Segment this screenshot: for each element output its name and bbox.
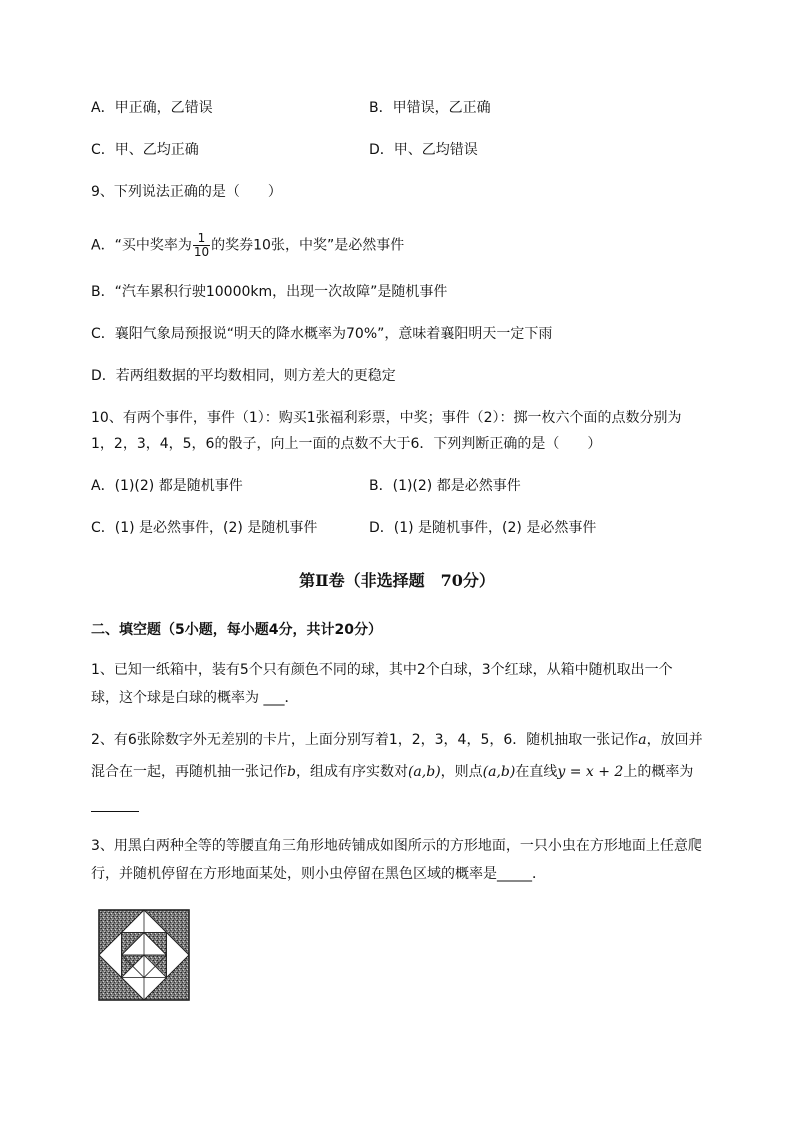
- q10-option-b: B．(1)(2) 都是必然事件: [369, 478, 521, 494]
- q9-option-a-suffix: 的奖券10张，中奖”是必然事件: [211, 237, 405, 254]
- f1-line2: 球，这个球是白球的概率为 ___．: [91, 690, 299, 706]
- f2-line2-suffix: 上的概率为: [623, 764, 694, 780]
- f2-line2: [91, 762, 693, 782]
- q9-stem: 9、下列说法正确的是（ ）: [91, 184, 282, 200]
- q10-option-a: A．(1)(2) 都是随机事件: [91, 478, 243, 494]
- q9-option-a: [91, 232, 404, 259]
- point: (a,b): [482, 764, 516, 780]
- var-a: a: [638, 732, 647, 748]
- f2-line2-mid3: 在直线: [515, 764, 558, 780]
- q10-option-d: D．(1) 是随机事件，(2) 是必然事件: [369, 520, 597, 536]
- f2-line2-mid2: ，则点: [440, 764, 483, 780]
- q8-option-d: D．甲、乙均错误: [369, 142, 478, 158]
- tile-figure: [97, 908, 191, 1002]
- fraction: [193, 232, 210, 259]
- fraction-numerator: 1: [193, 232, 210, 246]
- part-heading: 二、填空题（5小题，每小题4分，共计20分）: [91, 622, 382, 638]
- q10-stem-line2: 1，2，3，4，5，6的骰子，向上一面的点数不大于6．下列判断正确的是（ ）: [91, 436, 602, 452]
- answer-blank: [91, 811, 139, 812]
- q9-option-a-prefix: A．“买中奖率为: [91, 237, 192, 254]
- q9-option-b: B．“汽车累积行驶10000km，出现一次故障”是随机事件: [91, 284, 448, 300]
- f2-line1-prefix: 2、有6张除数字外无差别的卡片，上面分别写着1，2，3，4，5，6．随机抽取一张记作: [91, 732, 639, 748]
- q9-option-c: C．襄阳气象局预报说“明天的降水概率为70%”，意味着襄阳明天一定下雨: [91, 326, 553, 342]
- q8-option-b: B．甲错误，乙正确: [369, 100, 491, 116]
- fraction-denominator: 10: [193, 245, 210, 259]
- f2-line1: [91, 730, 703, 750]
- f1-line1: 1、已知一纸箱中，装有5个只有颜色不同的球，其中2个白球，3个红球，从箱中随机取出一个: [91, 662, 673, 678]
- section-title: 第Ⅱ卷（非选择题 70分）: [299, 571, 495, 590]
- f3-line2: 行，并随机停留在方形地面某处，则小虫停留在黑色区域的概率是_____．: [91, 866, 546, 882]
- ordered-pair: (a,b): [407, 764, 441, 780]
- f2-line2-mid1: ，组成有序实数对: [295, 764, 408, 780]
- q8-option-a: A．甲正确，乙错误: [91, 100, 213, 116]
- q10-option-c: C．(1) 是必然事件，(2) 是随机事件: [91, 520, 318, 536]
- line-equation: y = x + 2: [557, 764, 624, 780]
- q9-option-d: D．若两组数据的平均数相同，则方差大的更稳定: [91, 368, 396, 384]
- q10-stem-line1: 10、有两个事件，事件（1）：购买1张福利彩票，中奖；事件（2）：掷一枚六个面的点数分别为: [91, 410, 682, 426]
- f2-line1-suffix: ，放回并: [646, 732, 703, 748]
- f2-line2-prefix: 混合在一起，再随机抽一张记作: [91, 764, 287, 780]
- var-b: b: [287, 764, 296, 780]
- f3-line1: 3、用黑白两种全等的等腰直角三角形地砖铺成如图所示的方形地面，一只小虫在方形地面上任意爬: [91, 838, 702, 854]
- q8-option-c: C．甲、乙均正确: [91, 142, 199, 158]
